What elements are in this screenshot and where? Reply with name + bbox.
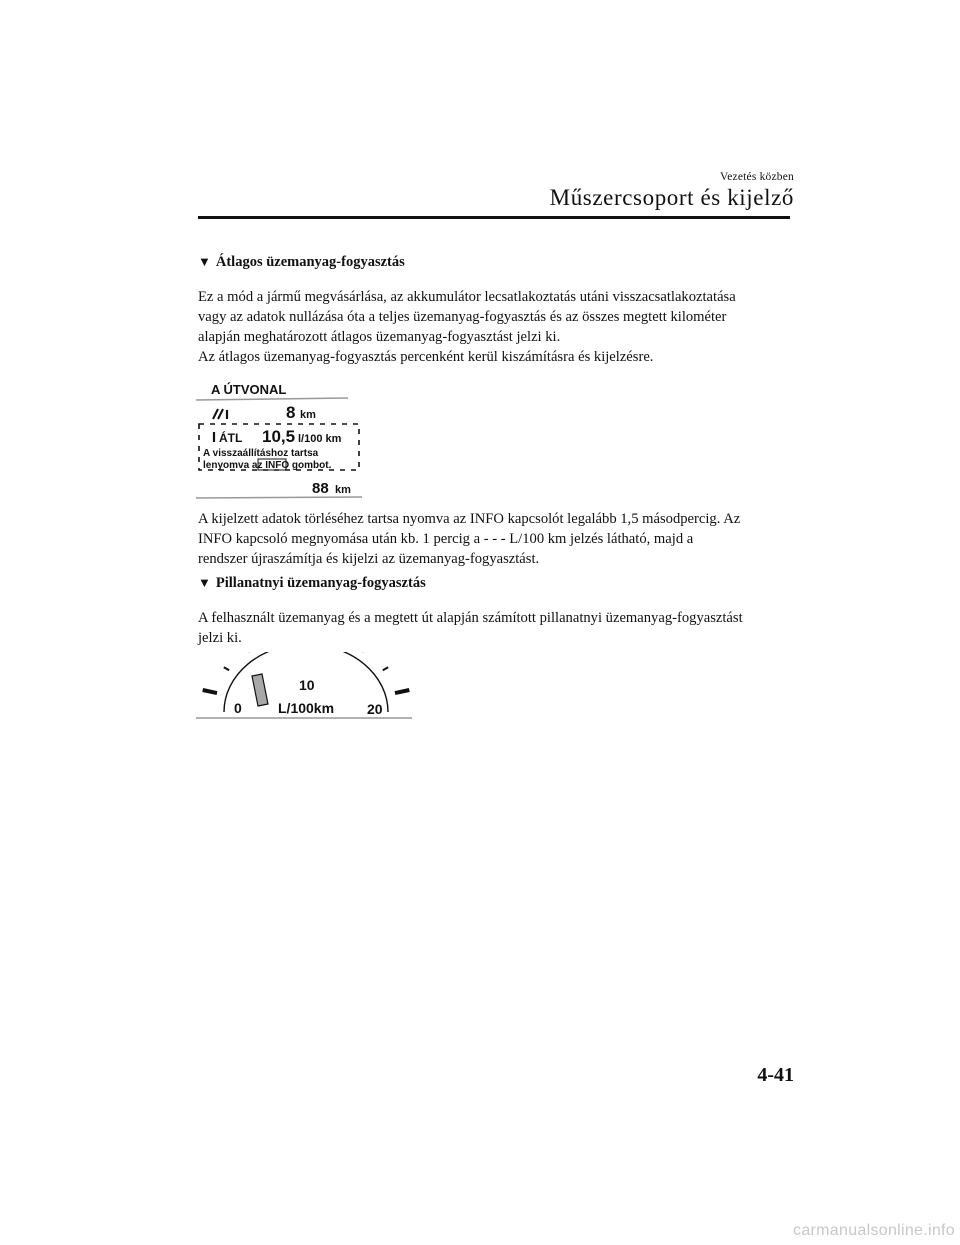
section-heading-average-consumption xyxy=(198,254,405,271)
text-line: vagy az adatok nullázása óta a teljes üzemanyag-fogyasztás és az összes megtett kilométer xyxy=(198,309,727,325)
page-number: 4-41 xyxy=(757,1064,794,1086)
avg-unit: l/100 km xyxy=(298,433,342,445)
text-line: alapján meghatározott átlagos üzemanyag-fogyasztást jelzi ki. xyxy=(198,329,561,345)
gauge-tick xyxy=(224,667,229,670)
range-value: 88 xyxy=(312,480,329,497)
section-heading-instant-consumption xyxy=(198,575,426,592)
text-line: Az átlagos üzemanyag-fogyasztás percenként kerül kiszámításra és kijelzésre. xyxy=(198,349,654,365)
info-button-label: INFO xyxy=(265,460,290,471)
reset-instruction-line2: lenyomva az INFO gombot. xyxy=(203,460,332,471)
distance-value: 8 xyxy=(286,403,296,422)
avg-label: ÁTL xyxy=(219,431,243,445)
trip-display-illustration xyxy=(196,376,366,502)
trip-divider-top xyxy=(196,398,348,400)
gauge-tick xyxy=(395,690,409,693)
triangle-marker-icon: ▼ xyxy=(198,575,211,590)
text-line: A kijelzett adatok törléséhez tartsa nyomva az INFO kapcsolót legalább 1,5 másodpercig. Az xyxy=(198,511,741,527)
trip-label: A ÚTVONAL xyxy=(211,382,287,397)
gauge-tick xyxy=(383,667,388,670)
text-line: rendszer újraszámítja és kijelzi az üzemanyag-fogyasztást. xyxy=(198,551,540,567)
section-heading-text: Átlagos üzemanyag-fogyasztás xyxy=(215,254,405,270)
running-header-section: Vezetés közben xyxy=(719,171,794,183)
gauge-tick xyxy=(203,690,217,693)
reset-instruction-line1: A visszaállításhoz tartsa xyxy=(203,448,319,459)
gauge-unit: L/100km xyxy=(278,700,335,716)
text-line: jelzi ki. xyxy=(198,630,242,646)
trip-divider-bottom xyxy=(196,497,362,498)
gauge-max-label: 20 xyxy=(367,701,383,717)
text-line: A felhasznált üzemanyag és a megtett út alapján számított pillanatnyi üzemanyag-fogyasztást xyxy=(198,610,743,626)
gauge-indicator-bar xyxy=(252,674,268,706)
header-rule xyxy=(198,216,790,219)
section-heading-text: Pillanatnyi üzemanyag-fogyasztás xyxy=(215,575,426,591)
paragraph-instant-description xyxy=(198,608,792,648)
text-line: Ez a mód a jármű megvásárlása, az akkumulátor lecsatlakoztatás utáni visszacsatlakoztatása xyxy=(198,289,736,305)
gauge-min-label: 0 xyxy=(234,700,242,716)
paragraph-average-description xyxy=(198,287,792,367)
paragraph-reset-info xyxy=(198,509,792,569)
avg-value: 10,5 xyxy=(262,427,296,446)
fuel-pump-icon xyxy=(213,409,227,419)
range-unit: km xyxy=(335,484,351,496)
watermark: carmanualsonline.info xyxy=(793,1222,955,1239)
instant-consumption-gauge xyxy=(196,652,416,722)
distance-unit: km xyxy=(300,409,316,421)
text-line: INFO kapcsoló megnyomása után kb. 1 percig a - - - L/100 km jelzés látható, majd a xyxy=(198,531,694,547)
triangle-marker-icon: ▼ xyxy=(198,254,211,269)
running-header-title: Műszercsoport és kijelző xyxy=(549,185,794,210)
gauge-mid-label: 10 xyxy=(299,677,315,693)
